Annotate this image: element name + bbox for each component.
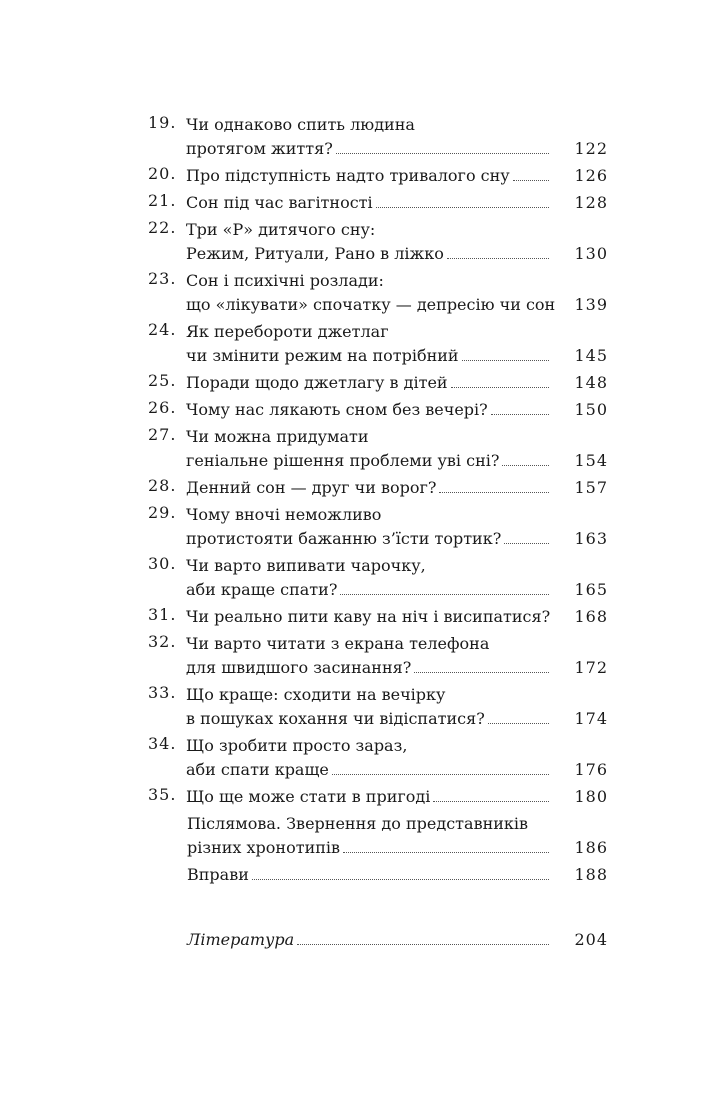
entry-title-line: Денний сон — друг чи ворог? xyxy=(186,478,437,497)
page-number: 122 xyxy=(574,139,608,158)
entry-title-line: Що краще: сходити на вечірку xyxy=(186,685,446,704)
dot-leader xyxy=(297,928,549,945)
dot-leader xyxy=(336,137,549,154)
entry-number: 35. xyxy=(148,785,177,804)
entry-title-line: протягом життя? xyxy=(186,139,333,158)
entry-title-line: Як перебороти джетлаг xyxy=(186,322,389,341)
toc-entry[interactable] xyxy=(148,164,608,188)
entry-title-line: Три «Р» дитячого сну: xyxy=(186,220,376,239)
dot-leader xyxy=(488,707,549,724)
entry-number: 30. xyxy=(148,554,177,573)
page-number: 130 xyxy=(574,244,608,263)
entry-number: 19. xyxy=(148,113,177,132)
page-number: 168 xyxy=(574,607,608,626)
entry-title-line: Чи реально пити каву на ніч і висипатися? xyxy=(186,607,551,626)
entry-title-line: протистояти бажанню з’їсти тортик? xyxy=(186,529,502,548)
dot-leader xyxy=(340,578,549,595)
entry-number: 27. xyxy=(148,425,177,444)
toc-entry[interactable] xyxy=(148,218,608,266)
dot-leader xyxy=(439,476,549,493)
entry-title-line: різних хронотипів xyxy=(187,838,341,857)
toc-entry-literature[interactable] xyxy=(148,928,608,952)
toc-entry[interactable] xyxy=(148,785,608,809)
dot-leader xyxy=(433,785,549,802)
toc-entry[interactable] xyxy=(148,113,608,161)
page-number: 150 xyxy=(574,400,608,419)
page-number: 165 xyxy=(574,580,608,599)
entry-number: 24. xyxy=(148,320,177,339)
entry-title-line: Чи варто читати з екрана телефона xyxy=(186,634,490,653)
entry-title-line: аби краще спати? xyxy=(186,580,338,599)
entry-title-line: Чи однаково спить людина xyxy=(186,115,415,134)
page-number: 174 xyxy=(574,709,608,728)
page-number: 186 xyxy=(574,838,608,857)
dot-leader xyxy=(332,758,549,775)
entry-title-line: аби спати краще xyxy=(186,760,329,779)
dot-leader xyxy=(491,398,549,415)
entry-title-line: Що зробити просто зараз, xyxy=(186,736,408,755)
entry-number: 25. xyxy=(148,371,177,390)
entry-number: 34. xyxy=(148,734,177,753)
dot-leader xyxy=(447,242,549,259)
entry-title-line: Чому вночі неможливо xyxy=(186,505,382,524)
entry-title-line: Сон і психічні розлади: xyxy=(186,271,384,290)
page-number: 128 xyxy=(574,193,608,212)
page-number: 126 xyxy=(574,166,608,185)
toc-entry[interactable] xyxy=(148,476,608,500)
toc-entry[interactable] xyxy=(148,554,608,602)
dot-leader xyxy=(502,449,549,466)
entry-title-line: Чи можна придумати xyxy=(186,427,369,446)
toc-entry[interactable] xyxy=(148,632,608,680)
entry-title-line: що «лікувати» спочатку — депресію чи сон xyxy=(186,295,556,314)
page-number: 172 xyxy=(574,658,608,677)
toc-entry[interactable] xyxy=(148,320,608,368)
entry-number: 26. xyxy=(148,398,177,417)
page-number: 157 xyxy=(574,478,608,497)
entry-number: 32. xyxy=(148,632,177,651)
toc-entry[interactable] xyxy=(148,371,608,395)
dot-leader xyxy=(343,836,549,853)
toc-entry[interactable] xyxy=(148,425,608,473)
entry-title-line: Післямова. Звернення до представників xyxy=(187,814,529,833)
toc-entry[interactable] xyxy=(148,503,608,551)
page-number: 139 xyxy=(574,295,608,314)
page-number: 204 xyxy=(574,930,608,949)
page-number: 188 xyxy=(574,865,608,884)
toc-entry[interactable] xyxy=(148,683,608,731)
entry-title-line: Що ще може стати в пригоді xyxy=(186,787,431,806)
toc-entry[interactable] xyxy=(148,398,608,422)
dot-leader xyxy=(376,191,549,208)
entry-title-line: чи змінити режим на потрібний xyxy=(186,346,459,365)
entry-title-line: Сон під час вагітності xyxy=(186,193,373,212)
page-number: 145 xyxy=(574,346,608,365)
dot-leader xyxy=(451,371,549,388)
table-of-contents xyxy=(148,113,608,955)
toc-entry[interactable] xyxy=(148,734,608,782)
dot-leader xyxy=(504,527,549,544)
entry-title-line: Чому нас лякають сном без вечері? xyxy=(186,400,488,419)
page-number: 148 xyxy=(574,373,608,392)
entry-title-line: Вправи xyxy=(187,865,249,884)
page-number: 154 xyxy=(574,451,608,470)
page-number: 176 xyxy=(574,760,608,779)
entry-title-line: Поради щодо джетлагу в дітей xyxy=(186,373,448,392)
entry-number: 23. xyxy=(148,269,177,288)
dot-leader xyxy=(513,164,549,181)
toc-entry-exercises[interactable] xyxy=(148,863,608,887)
dot-leader xyxy=(414,656,549,673)
entry-number: 21. xyxy=(148,191,177,210)
entry-number: 33. xyxy=(148,683,177,702)
entry-number: 31. xyxy=(148,605,177,624)
entry-title-line: для швидшого засинання? xyxy=(186,658,412,677)
toc-entry[interactable] xyxy=(148,269,608,317)
entry-number: 22. xyxy=(148,218,177,237)
entry-title-line: геніальне рішення проблеми уві сні? xyxy=(186,451,500,470)
toc-entry[interactable] xyxy=(148,191,608,215)
entry-title-line: Про підступність надто тривалого сну xyxy=(186,166,510,185)
section-spacer xyxy=(148,890,608,928)
toc-entry[interactable] xyxy=(148,605,608,629)
dot-leader xyxy=(462,344,549,361)
entry-title-line: Режим, Ритуали, Рано в ліжко xyxy=(186,244,444,263)
entry-number: 28. xyxy=(148,476,177,495)
page-number: 180 xyxy=(574,787,608,806)
toc-entry-afterword[interactable] xyxy=(148,812,608,860)
literature-label: Література xyxy=(187,930,295,949)
entry-number: 20. xyxy=(148,164,177,183)
entry-title-line: в пошуках кохання чи відіспатися? xyxy=(186,709,485,728)
entry-title-line: Чи варто випивати чарочку, xyxy=(186,556,426,575)
entry-number: 29. xyxy=(148,503,177,522)
page-number: 163 xyxy=(574,529,608,548)
dot-leader xyxy=(252,863,549,880)
